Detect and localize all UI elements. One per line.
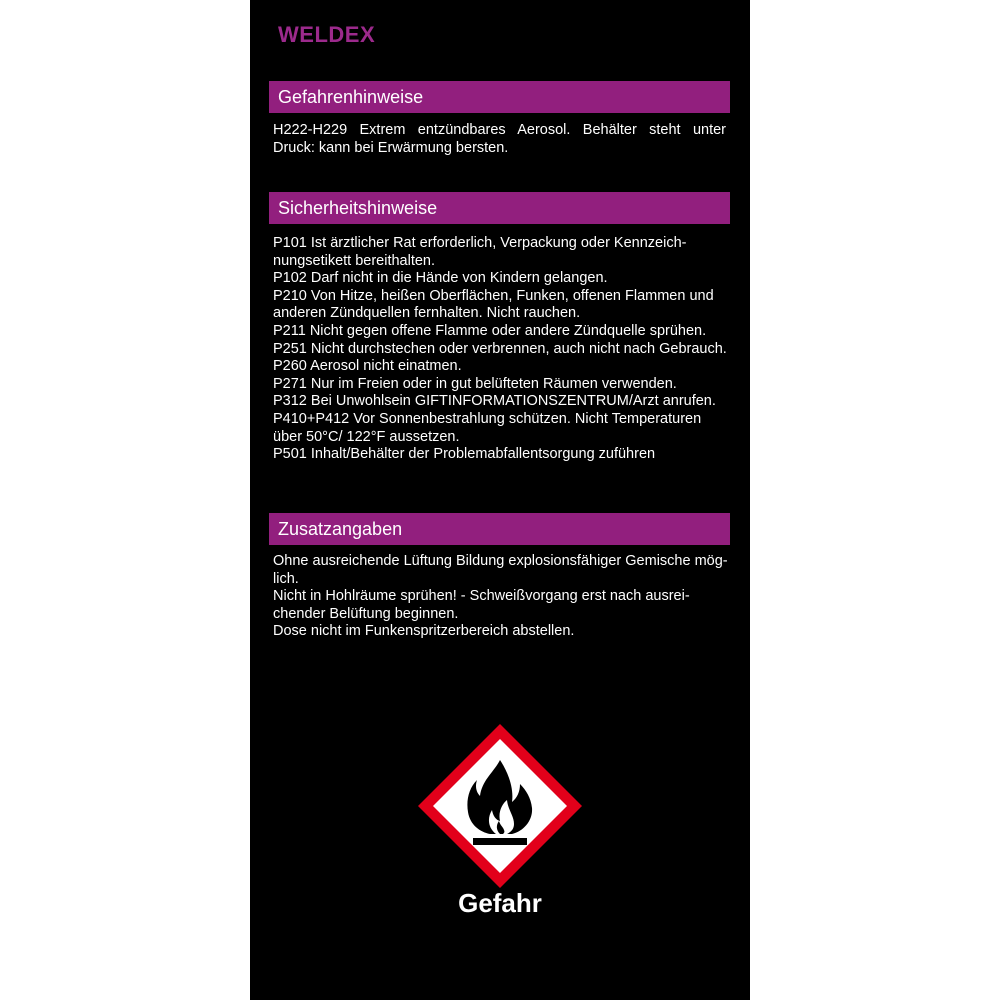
precaution-line: P211 Nicht gegen offene Flamme oder andere Zündquelle sprühen. [273,322,707,339]
precaution-line: P271 Nur im Freien oder in gut belüfteten Räumen verwenden. [273,375,677,392]
additional-line: Nicht in Hohlräume sprühen! - Schweißvorgang erst nach ausrei- [273,588,690,605]
hazard-line: Druck: kann bei Erwärmung bersten. [273,139,509,156]
additional-line: Dose nicht im Funkenspritzerbereich abstellen. [273,623,575,640]
signal-word: Gefahr [458,888,542,918]
precaution-line: P251 Nicht durchstechen oder verbrennen, auch nicht nach Gebrauch. [273,340,727,357]
brand-name: WELDEX [278,22,376,47]
additional-line: chender Belüftung beginnen. [273,605,459,622]
hazard-section-title: Gefahrenhinweise [269,81,730,113]
precaution-line: nungsetikett bereithalten. [273,252,436,269]
precaution-line: P101 Ist ärztlicher Rat erforderlich, Verpackung oder Kennzeich- [273,235,687,251]
additional-information [273,553,726,641]
precaution-line: P102 Darf nicht in die Hände von Kindern gelangen. [273,270,608,287]
precaution-line: P410+P412 Vor Sonnenbestrahlung schützen. Nicht Temperaturen [273,410,702,427]
hazard-statements [273,122,726,157]
precaution-line: P501 Inhalt/Behälter der Problemabfallentsorgung zuführen [273,446,656,463]
hazard-line: H222-H229 Extrem entzündbares Aerosol. Behälter steht unter [273,122,726,138]
precaution-line: P210 Von Hitze, heißen Oberflächen, Funken, offenen Flammen und [273,287,714,304]
label-panel [250,0,750,1000]
precaution-line: anderen Zündquellen fernhalten. Nicht rauchen. [273,305,581,322]
precaution-line: P260 Aerosol nicht einatmen. [273,358,462,375]
additional-line: lich. [273,570,299,587]
safety-section-title: Sicherheitshinweise [269,192,730,224]
additional-line: Ohne ausreichende Lüftung Bildung explosionsfähiger Gemische mög- [273,553,728,569]
precautionary-statements [273,235,726,464]
precaution-line: P312 Bei Unwohlsein GIFTINFORMATIONSZENTRUM/Arzt anrufen. [273,393,716,410]
precaution-line: über 50°C/ 122°F aussetzen. [273,428,460,445]
ghs02-flame-icon [416,722,584,890]
additional-section-title: Zusatzangaben [269,513,730,545]
